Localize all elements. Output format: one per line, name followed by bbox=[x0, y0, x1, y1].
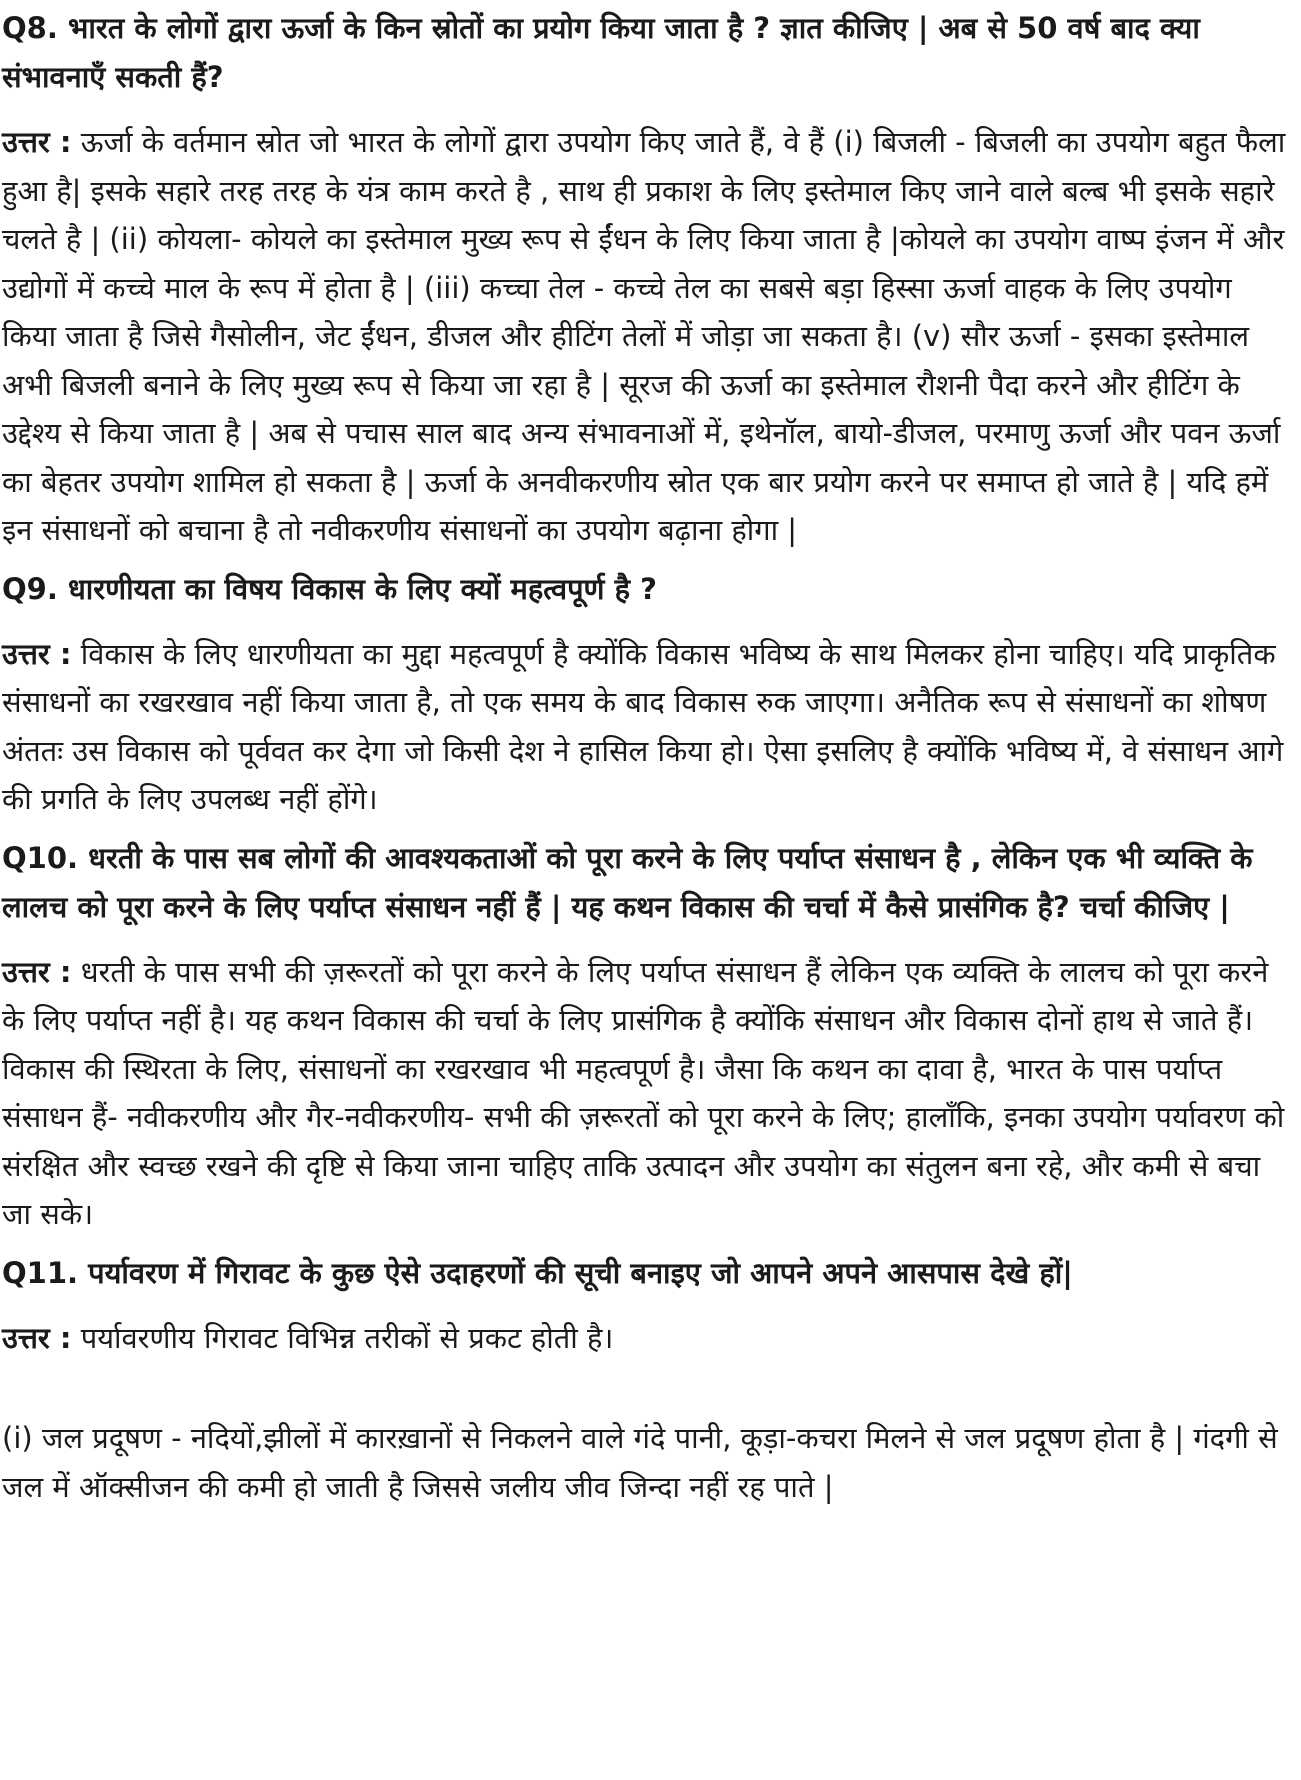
answer-11 bbox=[2, 1314, 1289, 1363]
answer-9 bbox=[2, 630, 1289, 824]
answer-10 bbox=[2, 948, 1289, 1239]
answer-10-label: उत्तर : bbox=[2, 954, 72, 989]
answer-8-text: ऊर्जा के वर्तमान स्रोत जो भारत के लोगों द्वारा उपयोग किए जाते हैं, वे हैं (i) बिजली - बिजली का उपयोग बहुत फैला हुआ है| इसके सहारे तरह तरह के यंत्र काम करते है , साथ ही प्रकाश के लिए इस्तेमाल किए जाने वाले बल्ब भी इसके सहारे चलते है | (ii) कोयला- कोयले का इस्तेमाल मुख्य रूप से ईंधन के लिए किया जाता है |कोयले का उपयोग वाष्प इंजन में और उद्योगों में कच्चे माल के रूप में होता है | (iii) कच्चा तेल - कच्चे तेल का सबसे बड़ा हिस्सा ऊर्जा वाहक के लिए उपयोग किया जाता है जिसे गैसोलीन, जेट ईंधन, डीजल और हीटिंग तेलों में जोड़ा जा सकता है। (v) सौर ऊर्जा - इसका इस्तेमाल अभी बिजली बनाने के लिए मुख्य रूप से किया जा रहा है | सूरज की ऊर्जा का इस्तेमाल रौशनी पैदा करने और हीटिंग के उद्देश्य से किया जाता है | अब से पचास साल बाद अन्य संभावनाओं में, इथेनॉल, बायो-डीजल, परमाणु ऊर्जा और पवन ऊर्जा का बेहतर उपयोग शामिल हो सकता है | ऊर्जा के अनवीकरणीय स्रोत एक बार प्रयोग करने पर समाप्त हो जाते है | यदि हमें इन संसाधनों को बचाना है तो नवीकरणीय संसाधनों का उपयोग बढ़ाना होगा | bbox=[2, 125, 1286, 547]
answer-11-point-1: (i) जल प्रदूषण - नदियों,झीलों में कारख़ानों से निकलने वाले गंदे पानी, कूड़ा-कचरा मिलने से जल प्रदूषण होता है | गंदगी से जल में ऑक्सीजन की कमी हो जाती है जिससे जलीय जीव जिन्दा नहीं रह पाते | bbox=[2, 1421, 1278, 1504]
answer-9-label: उत्तर : bbox=[2, 636, 72, 671]
question-9: Q9. धारणीयता का विषय विकास के लिए क्यों महत्वपूर्ण है ? bbox=[2, 571, 657, 606]
question-8: Q8. भारत के लोगों द्वारा ऊर्जा के किन स्रोतों का प्रयोग किया जाता है ? ज्ञात कीजिए | अब से 50 वर्ष बाद क्या संभावनाएँ सकती हैं? bbox=[2, 11, 1200, 94]
answer-11-text: पर्यावरणीय गिरावट विभिन्न तरीकों से प्रकट होती है। bbox=[71, 1320, 614, 1355]
answer-9-text: विकास के लिए धारणीयता का मुद्दा महत्वपूर्ण है क्योंकि विकास भविष्य के साथ मिलकर होना चाहिए। यदि प्राकृतिक संसाधनों का रखरखाव नहीं किया जाता है, तो एक समय के बाद विकास रुक जाएगा। अनैतिक रूप से संसाधनों का शोषण अंततः उस विकास को पूर्ववत कर देगा जो किसी देश ने हासिल किया हो। ऐसा इसलिए है क्योंकि भविष्य में, वे संसाधन आगे की प्रगति के लिए उपलब्ध नहीं होंगे। bbox=[2, 636, 1284, 816]
question-11: Q11. पर्यावरण में गिरावट के कुछ ऐसे उदाहरणों की सूची बनाइए जो आपने अपने आसपास देखे हों| bbox=[2, 1255, 1073, 1290]
answer-8 bbox=[2, 118, 1289, 555]
answer-11-label: उत्तर : bbox=[2, 1320, 72, 1355]
answer-8-label: उत्तर : bbox=[2, 125, 72, 159]
question-10: Q10. धरती के पास सब लोगों की आवश्यकताओं को पूरा करने के लिए पर्याप्त संसाधन है , लेकिन एक भी व्यक्ति के लालच को पूरा करने के लिए पर्याप्त संसाधन नहीं हैं | यह कथन विकास की चर्चा में कैसे प्रासंगिक है? चर्चा कीजिए | bbox=[2, 840, 1253, 924]
answer-10-text: धरती के पास सभी की ज़रूरतों को पूरा करने के लिए पर्याप्त संसाधन हैं लेकिन एक व्यक्ति के लालच को पूरा करने के लिए पर्याप्त नहीं है। यह कथन विकास की चर्चा के लिए प्रासंगिक है क्योंकि संसाधन और विकास दोनों हाथ से जाते हैं। विकास की स्थिरता के लिए, संसाधनों का रखरखाव भी महत्वपूर्ण है। जैसा कि कथन का दावा है, भारत के पास पर्याप्त संसाधन हैं- नवीकरणीय और गैर-नवीकरणीय- सभी की ज़रूरतों को पूरा करने के लिए; हालाँकि, इनका उपयोग पर्यावरण को संरक्षित और स्वच्छ रखने की दृष्टि से किया जाना चाहिए ताकि उत्पादन और उपयोग का संतुलन बना रहे, और कमी से बचा जा सके। bbox=[2, 954, 1285, 1231]
